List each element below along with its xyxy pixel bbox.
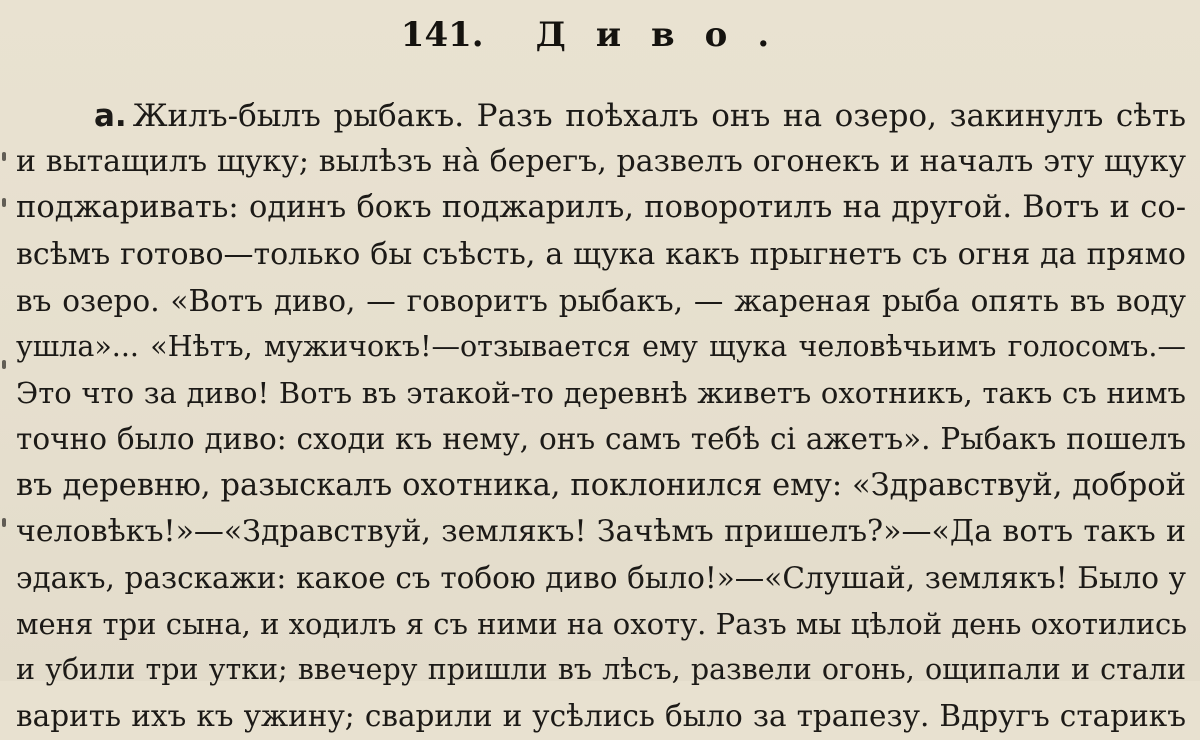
chapter-title: Диво. [535, 15, 800, 55]
chapter-heading [0, 10, 1200, 60]
text-line: человѣкъ!»—«Здравствуй, землякъ! Зачѣмъ пришелъ?»—«Да вотъ такъ и [16, 513, 1186, 549]
text-line: и вытащилъ щуку; вылѣзъ на̀ берегъ, развелъ огонекъ и началъ эту щуку [16, 144, 1186, 180]
print-speck [2, 518, 6, 527]
text-line: варить ихъ къ ужину; сварили и усѣлись было за трапезу. Вдругъ старикъ [16, 699, 1186, 734]
chapter-number: 141. [400, 15, 484, 55]
text-line [16, 93, 1186, 139]
print-speck [2, 360, 6, 369]
print-speck [2, 198, 6, 207]
text-line: и убили три утки; ввечеру пришли въ лѣсъ, развели огонь, ощипали и стали [16, 653, 1186, 687]
text-line: въ деревню, разыскалъ охотника, поклонился ему: «Здравствуй, доброй [16, 467, 1186, 503]
paragraph-marker: а. [94, 98, 127, 134]
text-line: всѣмъ готово—только бы съѣсть, а щука какъ прыгнетъ съ огня да прямо [16, 236, 1186, 272]
text-line: эдакъ, разскажи: какое съ тобою диво было!»—«Слушай, землякъ! Было у [16, 560, 1186, 595]
text-line: точно было диво: сходи къ нему, онъ самъ тебѣ сі ажетъ». Рыбакъ пошелъ [16, 422, 1186, 457]
text-line: ушла»... «Нѣтъ, мужичокъ!—отзывается ему щука человѣчьимъ голосомъ.— [16, 329, 1186, 363]
story-text [16, 93, 1186, 740]
text-line: меня три сына, и ходилъ я съ ними на охоту. Разъ мы цѣлой день охотились [16, 607, 1188, 642]
text-line-content: Жилъ-былъ рыбакъ. Разъ поѣхалъ онъ на озеро, закинулъ сѣть [132, 98, 1186, 134]
print-speck [2, 152, 6, 161]
text-line: Это что за диво! Вотъ въ этакой-то деревнѣ живетъ охотникъ, такъ съ нимъ [16, 376, 1186, 411]
text-line: поджаривать: одинъ бокъ поджарилъ, поворотилъ на другой. Вотъ и со- [16, 190, 1186, 226]
text-line: въ озеро. «Вотъ диво, — говоритъ рыбакъ, — жареная рыба опять въ воду [16, 283, 1186, 318]
